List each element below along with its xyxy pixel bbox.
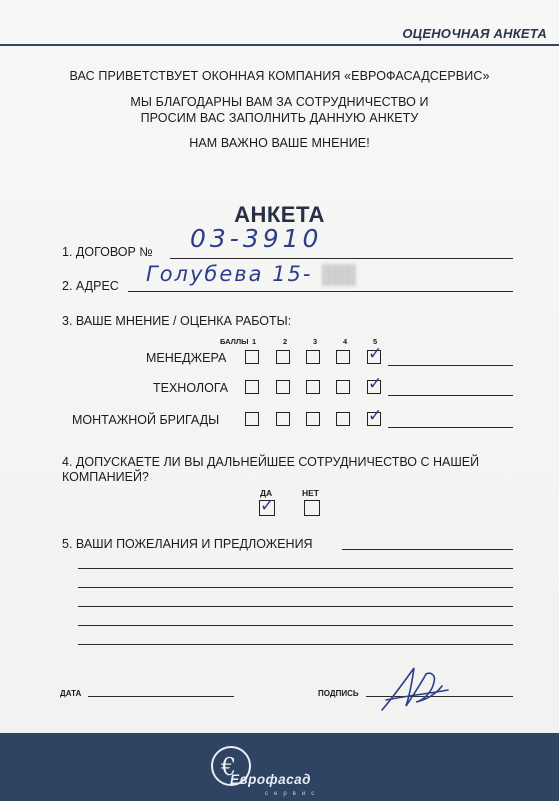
score-header-5: 5 (373, 337, 378, 346)
wishes-line-5 (78, 644, 513, 645)
contract-underline (170, 258, 513, 259)
footer-logo-text: Еврофасад (230, 772, 311, 787)
manager-comment-line (388, 365, 513, 366)
cooperation-yes-checkmark-icon: ✓ (260, 496, 275, 516)
header-rule (0, 44, 559, 46)
crew-checkmark-icon: ✓ (368, 406, 383, 426)
score-header-2: 2 (283, 337, 288, 346)
footer-logo-subtitle: сервис (265, 791, 321, 797)
score-header-3: 3 (313, 337, 318, 346)
signature-label: ПОДПИСЬ (318, 689, 359, 698)
score-header-1: 1 (252, 337, 257, 346)
wishes-line-1 (78, 568, 513, 569)
header-band (0, 0, 559, 46)
technologist-score-3-checkbox[interactable] (306, 380, 320, 394)
footer-band (0, 733, 559, 801)
wishes-line-2 (78, 587, 513, 588)
rating-row-manager-label: МЕНЕДЖЕРА (146, 351, 227, 365)
intro-thanks: МЫ БЛАГОДАРНЫ ВАМ ЗА СОТРУДНИЧЕСТВО И (130, 95, 429, 109)
intro-request: ПРОСИМ ВАС ЗАПОЛНИТЬ ДАННУЮ АНКЕТУ (140, 111, 419, 125)
scores-label: БАЛЛЫ (220, 337, 249, 346)
wishes-label: 5. ВАШИ ПОЖЕЛАНИЯ И ПРЕДЛОЖЕНИЯ (62, 537, 313, 551)
crew-score-1-checkbox[interactable] (245, 412, 259, 426)
wishes-line-4 (78, 625, 513, 626)
intro-opinion: НАМ ВАЖНО ВАШЕ МНЕНИЕ! (189, 136, 370, 150)
technologist-checkmark-icon: ✓ (368, 374, 383, 394)
score-header-4: 4 (343, 337, 348, 346)
cooperation-no-label: НЕТ (302, 488, 319, 498)
cooperation-question-line2: КОМПАНИЕЙ? (62, 470, 149, 484)
cooperation-yes-label: ДА (260, 488, 273, 498)
manager-checkmark-icon: ✓ (368, 344, 383, 364)
intro-greeting: ВАС ПРИВЕТСТВУЕТ ОКОННАЯ КОМПАНИЯ «ЕВРОФАСАДСЕРВИС» (69, 69, 490, 83)
wishes-line-0 (342, 549, 513, 550)
date-label: ДАТА (60, 689, 82, 698)
address-redaction (322, 264, 356, 286)
contract-value[interactable]: 03-3910 (190, 224, 323, 253)
manager-score-4-checkbox[interactable] (336, 350, 350, 364)
crew-comment-line (388, 427, 513, 428)
technologist-score-1-checkbox[interactable] (245, 380, 259, 394)
rating-row-crew-label: МОНТАЖНОЙ БРИГАДЫ (72, 413, 220, 427)
signature-scribble (376, 660, 452, 716)
crew-score-3-checkbox[interactable] (306, 412, 320, 426)
address-underline (128, 291, 513, 292)
technologist-score-2-checkbox[interactable] (276, 380, 290, 394)
manager-score-2-checkbox[interactable] (276, 350, 290, 364)
logo-emblem-icon: € (211, 746, 251, 786)
form-title: АНКЕТА (234, 202, 325, 227)
manager-score-1-checkbox[interactable] (245, 350, 259, 364)
wishes-line-3 (78, 606, 513, 607)
rating-label: 3. ВАШЕ МНЕНИЕ / ОЦЕНКА РАБОТЫ: (62, 314, 292, 328)
crew-score-2-checkbox[interactable] (276, 412, 290, 426)
date-line (88, 696, 234, 697)
cooperation-no-checkbox[interactable] (304, 500, 320, 516)
technologist-comment-line (388, 395, 513, 396)
address-value[interactable]: Голубева 15- (146, 262, 313, 286)
technologist-score-4-checkbox[interactable] (336, 380, 350, 394)
rating-row-technologist-label: ТЕХНОЛОГА (153, 381, 229, 395)
cooperation-question-line1: 4. ДОПУСКАЕТЕ ЛИ ВЫ ДАЛЬНЕЙШЕЕ СОТРУДНИЧЕСТВО С НАШЕЙ (62, 455, 480, 469)
contract-label: 1. ДОГОВОР № (62, 245, 153, 259)
crew-score-4-checkbox[interactable] (336, 412, 350, 426)
manager-score-3-checkbox[interactable] (306, 350, 320, 364)
address-label: 2. АДРЕС (62, 279, 119, 293)
header-title: ОЦЕНОЧНАЯ АНКЕТА (402, 26, 547, 41)
